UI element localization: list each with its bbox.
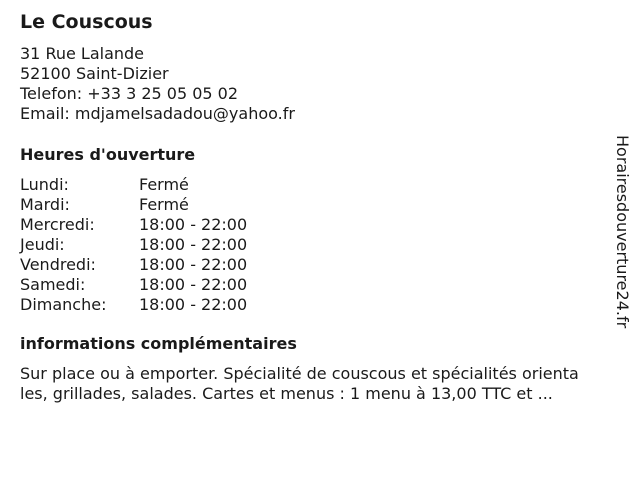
hours-time: Fermé <box>139 195 189 214</box>
hours-day: Mardi: <box>20 195 70 214</box>
opening-hours-heading: Heures d'ouverture <box>20 145 196 164</box>
address-street: 31 Rue Lalande <box>20 44 145 63</box>
hours-time: 18:00 - 22:00 <box>139 295 248 314</box>
hours-time: 18:00 - 22:00 <box>139 255 248 274</box>
hours-row <box>20 235 247 255</box>
hours-time: 18:00 - 22:00 <box>139 235 248 254</box>
business-name: Le Couscous <box>20 11 153 33</box>
phone-number: Telefon: +33 3 25 05 05 02 <box>20 84 239 103</box>
hours-day: Jeudi: <box>20 235 65 254</box>
hours-row <box>20 255 247 275</box>
hours-day: Mercredi: <box>20 215 95 234</box>
hours-row <box>20 295 247 315</box>
hours-row <box>20 195 247 215</box>
hours-time: 18:00 - 22:00 <box>139 275 248 294</box>
hours-row <box>20 215 247 235</box>
hours-row <box>20 175 247 195</box>
address-city: 52100 Saint-Dizier <box>20 64 169 83</box>
hours-row <box>20 275 247 295</box>
hours-day: Lundi: <box>20 175 69 194</box>
hours-day: Samedi: <box>20 275 86 294</box>
additional-info-heading: informations complémentaires <box>20 334 297 353</box>
hours-time: 18:00 - 22:00 <box>139 215 248 234</box>
info-line: Sur place ou à emporter. Spécialité de couscous et spécialités orienta <box>20 364 579 383</box>
hours-day: Vendredi: <box>20 255 96 274</box>
opening-hours-table <box>20 175 247 315</box>
contact-block <box>20 44 295 124</box>
info-line: les, grillades, salades. Cartes et menus : 1 menu à 13,00 TTC et ... <box>20 384 553 403</box>
additional-info-text <box>20 364 622 404</box>
email-address: Email: mdjamelsadadou@yahoo.fr <box>20 104 295 123</box>
site-watermark: Horairesdouverture24.fr <box>613 135 632 329</box>
hours-day: Dimanche: <box>20 295 107 314</box>
hours-time: Fermé <box>139 175 189 194</box>
